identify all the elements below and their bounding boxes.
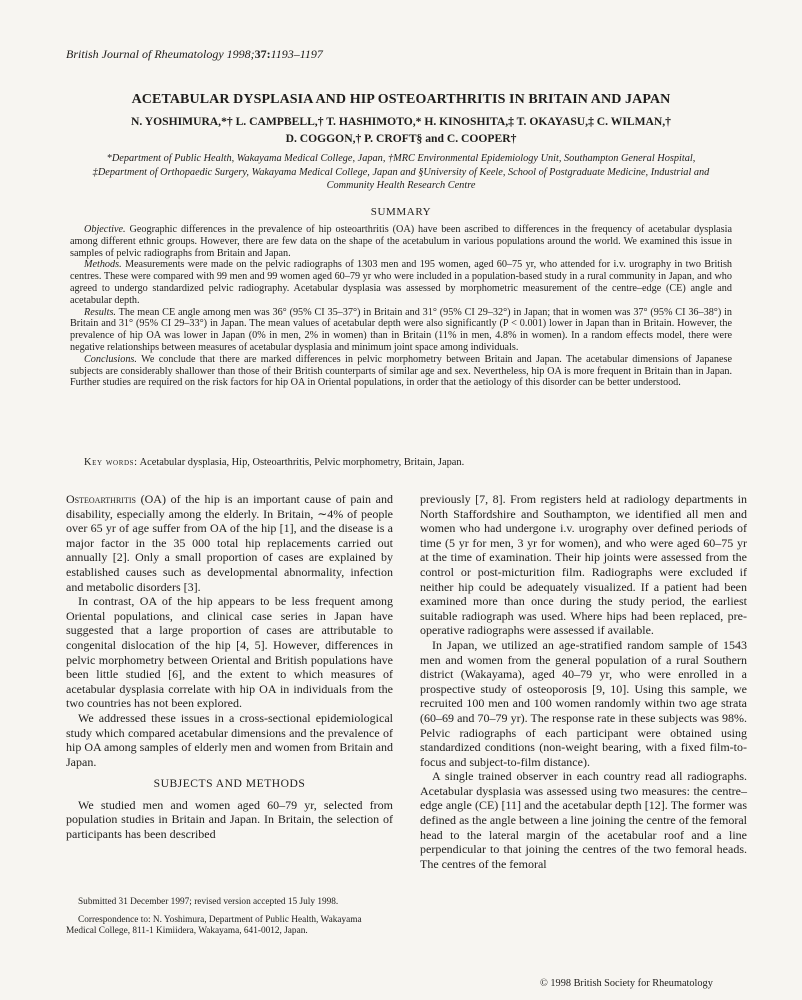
footnote-correspondence: Correspondence to: N. Yoshimura, Department of Public Health, Wakayama Medical College, 811-1 Kimiidera, Wakayama, 641-0012, Japan.	[66, 914, 362, 937]
right-column	[420, 492, 747, 871]
conclusions-text: We conclude that there are marked differences in pelvic morphometry between Britain and Japan. The acetabular dimensions of Japanese subjects are considerably shallower than those of their British counterparts of similar age and sex. Nevertheless, hip OA is more frequent in Britain than in Japan. Further studies are required on the risk factors for hip OA in Oriental populations, in order that the aetiology of this disorder can be better understood.	[70, 353, 732, 389]
keywords-text: Acetabular dysplasia, Hip, Osteoarthritis, Pelvic morphometry, Britain, Japan.	[137, 457, 465, 468]
copyright-notice: © 1998 British Society for Rheumatology	[540, 978, 713, 989]
results-label: Results.	[84, 306, 116, 318]
intro-lead-word: Osteoarthritis	[66, 492, 136, 506]
intro-text-1: (OA) of the hip is an important cause of pain and disability, especially among the elderly. In Britain, ∼4% of people over 65 yr of age suffer from OA of the hip [1], and the disease is a major factor in the 35 000 total hip replacements carried out annually [2]. Only a small proportion of cases are explained by established causes such as developmental abnormality, infection and metabolic disorders [3].	[66, 492, 393, 594]
author-list	[70, 113, 732, 147]
summary-abstract	[70, 224, 732, 389]
left-column	[66, 492, 393, 892]
footnote-submitted: Submitted 31 December 1997; revised version accepted 15 July 1998.	[78, 897, 339, 907]
methods-paragraph-4: A single trained observer in each country read all radiographs. Acetabular dysplasia was assessed using two measures: the centre–edge angle (CE) [11] and the acetabular depth [12]. The former was defined as the angle between a line joining the centre of the femoral head to the lateral margin of the acetabular roof and a line perpendicular to that joining the centres of the two femoral heads. The centres of the femoral	[420, 769, 747, 871]
intro-paragraph-1	[66, 492, 393, 594]
journal-name: British Journal of Rheumatology	[66, 47, 224, 61]
intro-paragraph-2: In contrast, OA of the hip appears to be less frequent among Oriental populations, and clinical case series in Japan have suggested that a large proportion of cases are attributable to congenital dislocation of the hip [4, 5]. However, differences in pelvic morphometry between Oriental and British populations have been little studied [6], and the extent to which measures of acetabular dysplasia correlate with hip OA in individuals from the two countries has not been explored.	[66, 594, 393, 711]
journal-volume: 37:	[254, 47, 271, 61]
intro-paragraph-3: We addressed these issues in a cross-sectional epidemiological study which compared acetabular dimensions and the prevalence of hip OA among samples of elderly men and women from Britain and Japan.	[66, 710, 393, 769]
article-title: ACETABULAR DYSPLASIA AND HIP OSTEOARTHRITIS IN BRITAIN AND JAPAN	[131, 92, 671, 107]
author-line-2: D. COGGON,† P. CROFT§ and C. COOPER†	[285, 132, 517, 145]
summary-results	[70, 307, 732, 354]
keywords-label: Key words:	[84, 457, 138, 468]
journal-pages: 1193–1197	[270, 47, 323, 61]
results-text: The mean CE angle among men was 36° (95% CI 35–37°) in Britain and 31° (95% CI 29–32°) in Japan; that in women was 37° (95% CI 36–38°) in Britain and 31° (95% CI 29–33°) in Japan. The mean values of acetabular depth were also significantly (P < 0.001) lower in Japan than in Britain. However, the prevalence of hip OA was lower in Japan (0% in men, 2% in women) than in Britain (11% in men, 4.8% in women). In a random effects model, there were negative relationships between measures of acetabular dysplasia and minimum joint space among individuals.	[70, 306, 732, 353]
methods-text: Measurements were made on the pelvic radiographs of 1303 men and 195 women, aged 60–75 yr, who attended for i.v. urography in two British centres. These were compared with 99 men and 99 women aged 60–79 yr who were included in a population-based study in a rural community in Japan, and who agreed to undergo standardized pelvic radiography. Acetabular dysplasia was assessed by morphometric measurement of the centre–edge (CE) angle and acetabular depth.	[70, 259, 732, 306]
methods-paragraph-3: In Japan, we utilized an age-stratified random sample of 1543 men and women from the general population of a rural Southern district (Wakayama), aged 40–79 yr, who were enrolled in a prospective study of osteoporosis [9, 10]. Using this sample, we recruited 100 men and 100 women randomly within two age strata (60–69 and 70–79 yr). The response rate in these subjects was 98%. Pelvic radiographs of each participant were obtained using standardized conditions (non-weight bearing, with a fixed film-to-focus and subject-to-film distance).	[420, 637, 747, 769]
summary-objective	[70, 224, 732, 259]
summary-heading: SUMMARY	[370, 206, 432, 218]
summary-methods	[70, 259, 732, 306]
author-line-1: N. YOSHIMURA,*† L. CAMPBELL,† T. HASHIMOTO,* H. KINOSHITA,‡ T. OKAYASU,‡ C. WILMAN,†	[131, 115, 671, 128]
methods-paragraph-2: previously [7, 8]. From registers held at radiology departments in North Staffordshire and Southampton, we identified all men and women who had undergone i.v. urography over defined periods of time (5 yr for men, 3 yr for women), and who were aged 60–75 yr at the time of examination. Their hip joints were assessed from the control or post-micturition film. Radiographs were excluded if neither hip could be adequately visualized. If a patient had been examined more than once during the study period, the earliest suitable radiograph was used. Where hips had been replaced, pre-operative radiographs were assessed if available.	[420, 492, 747, 638]
affiliations: *Department of Public Health, Wakayama Medical College, Japan, †MRC Environmental Epidemiology Unit, Southampton General Hospital, ‡Department of Orthopaedic Surgery, Wakayama Medical College, Japan and §University of Keele, School of Postgraduate Medicine, Industrial and Community Health Research Centre	[92, 153, 710, 191]
footnotes	[66, 897, 393, 944]
methods-label: Methods.	[84, 259, 122, 271]
running-head	[66, 47, 323, 62]
conclusions-label: Conclusions.	[84, 353, 137, 365]
objective-text: Geographic differences in the prevalence of hip osteoarthritis (OA) have been ascribed to differences in the frequency of acetabular dysplasia among different ethnic groups. However, there are few data on the shape of the acetabulum in various populations around the world. We examined this issue in samples of pelvic radiographs from Britain and Japan.	[70, 224, 732, 259]
summary-conclusions	[70, 354, 732, 389]
section-heading-methods: SUBJECTS AND METHODS	[153, 777, 306, 791]
methods-paragraph-1: We studied men and women aged 60–79 yr, selected from population studies in Britain and Japan. In Britain, the selection of participants has been described	[66, 797, 393, 842]
objective-label: Objective.	[84, 224, 126, 235]
keywords	[84, 457, 724, 468]
journal-year: 1998;	[226, 47, 255, 61]
